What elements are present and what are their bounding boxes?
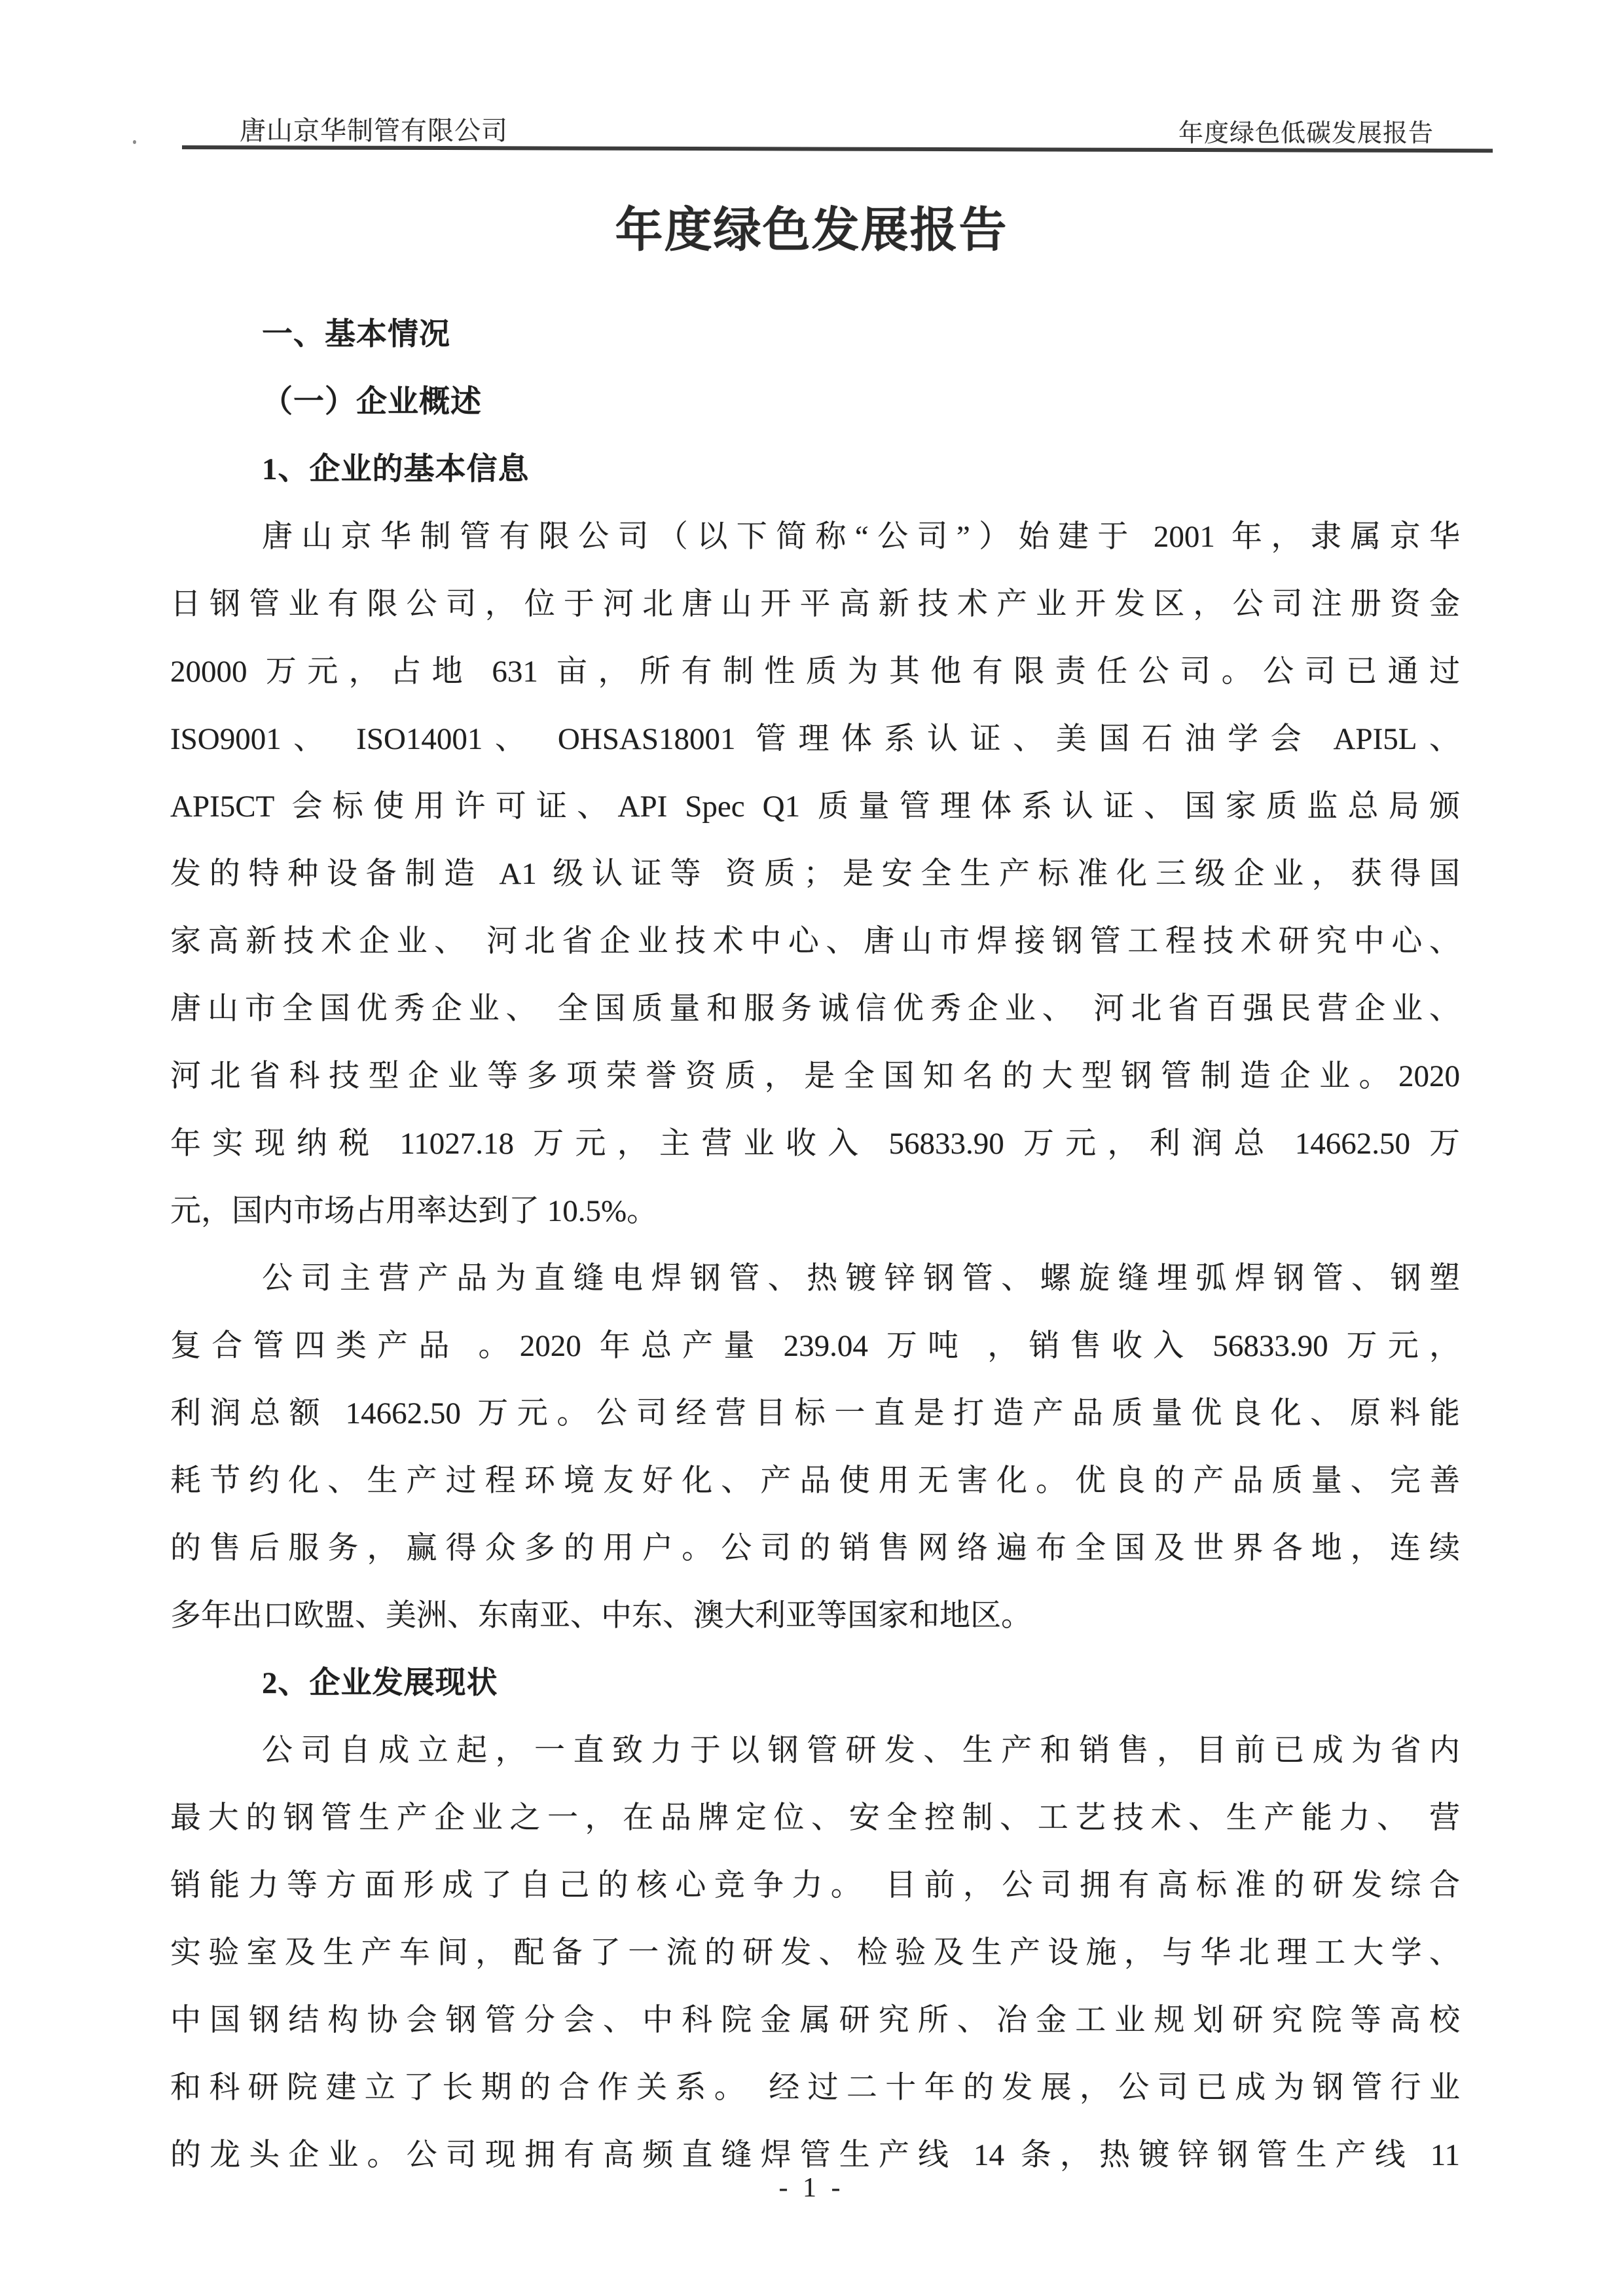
paragraph-line: ISO9001、 ISO14001、 OHSAS18001 管理体系认证、美国石油学会 API5L、: [170, 722, 1460, 756]
paragraph-line: 唐山市全国优秀企业、 全国质量和服务诚信优秀企业、 河北省百强民营企业、: [170, 992, 1460, 1026]
paragraph-line: 多年出口欧盟、美洲、东南亚、中东、澳大利亚等国家和地区。: [170, 1599, 1032, 1633]
paragraph-line: 的售后服务，赢得众多的用户。公司的销售网络遍布全国及世界各地，连续: [170, 1531, 1460, 1565]
paragraph-line: 最大的钢管生产企业之一，在品牌定位、安全控制、工艺技术、生产能力、 营: [170, 1801, 1460, 1835]
section-heading: 1、企业的基本信息: [262, 452, 530, 486]
paragraph-line: 发的特种设备制造 A1 级认证等 资质；是安全生产标准化三级企业，获得国: [170, 857, 1460, 891]
paragraph-line: 河北省科技型企业等多项荣誉资质，是全国知名的大型钢管制造企业。2020: [170, 1059, 1460, 1093]
header-company-name: 唐山京华制管有限公司: [240, 116, 508, 145]
section-heading: （一）企业概述: [262, 385, 482, 419]
paragraph-line: 和科研院建立了长期的合作关系。 经过二十年的发展，公司已成为钢管行业: [170, 2071, 1460, 2105]
section-heading: 一、基本情况: [262, 318, 450, 352]
paragraph-line: 日钢管业有限公司，位于河北唐山开平高新技术产业开发区，公司注册资金: [170, 587, 1460, 621]
scan-artifact-dot: [133, 140, 136, 144]
section-heading: 2、企业发展现状: [262, 1666, 498, 1700]
paragraph-line: 元，国内市场占用率达到了 10.5%。: [170, 1194, 658, 1228]
header-report-name: 年度绿色低碳发展报告: [1178, 120, 1434, 147]
paragraph-line: 年实现纳税 11027.18 万元，主营业收入 56833.90 万元，利润总 14662.50 万: [170, 1127, 1460, 1161]
paragraph-line: 复合管四类产品 。2020 年总产量 239.04 万吨 ，销售收入 56833.90 万元，: [170, 1329, 1460, 1363]
paragraph-line: 耗节约化、生产过程环境友好化、产品使用无害化。优良的产品质量、完善: [170, 1464, 1460, 1498]
page-number: - 1 -: [778, 2173, 845, 2203]
paragraph-line: 20000 万元，占地 631 亩，所有制性质为其他有限责任公司。公司已通过: [170, 655, 1460, 689]
paragraph-line: 中国钢结构协会钢管分会、中科院金属研究所、冶金工业规划研究院等高校: [170, 2003, 1460, 2037]
paragraph-line: 家高新技术企业、 河北省企业技术中心、唐山市焊接钢管工程技术研究中心、: [170, 924, 1460, 958]
paragraph-line: 的龙头企业。公司现拥有高频直缝焊管生产线 14 条，热镀锌钢管生产线 11: [170, 2138, 1460, 2172]
paragraph-line: 唐山京华制管有限公司（以下简称“公司”）始建于 2001 年，隶属京华: [262, 520, 1460, 554]
document-body: [170, 301, 1460, 2189]
paragraph-line: 公司自成立起，一直致力于以钢管研发、生产和销售，目前已成为省内: [262, 1734, 1460, 1768]
paragraph-line: API5CT 会标使用许可证、API Spec Q1 质量管理体系认证、国家质监总局颁: [170, 790, 1460, 824]
paragraph-line: 销能力等方面形成了自己的核心竞争力。 目前，公司拥有高标准的研发综合: [170, 1868, 1460, 1903]
paragraph-line: 公司主营产品为直缝电焊钢管、热镀锌钢管、螺旋缝埋弧焊钢管、钢塑: [262, 1262, 1460, 1296]
paragraph-line: 利润总额 14662.50 万元。公司经营目标一直是打造产品质量优良化、原料能: [170, 1396, 1460, 1430]
page-title: 年度绿色发展报告: [615, 204, 1008, 257]
paragraph-line: 实验室及生产车间，配备了一流的研发、检验及生产设施，与华北理工大学、: [170, 1936, 1460, 1970]
